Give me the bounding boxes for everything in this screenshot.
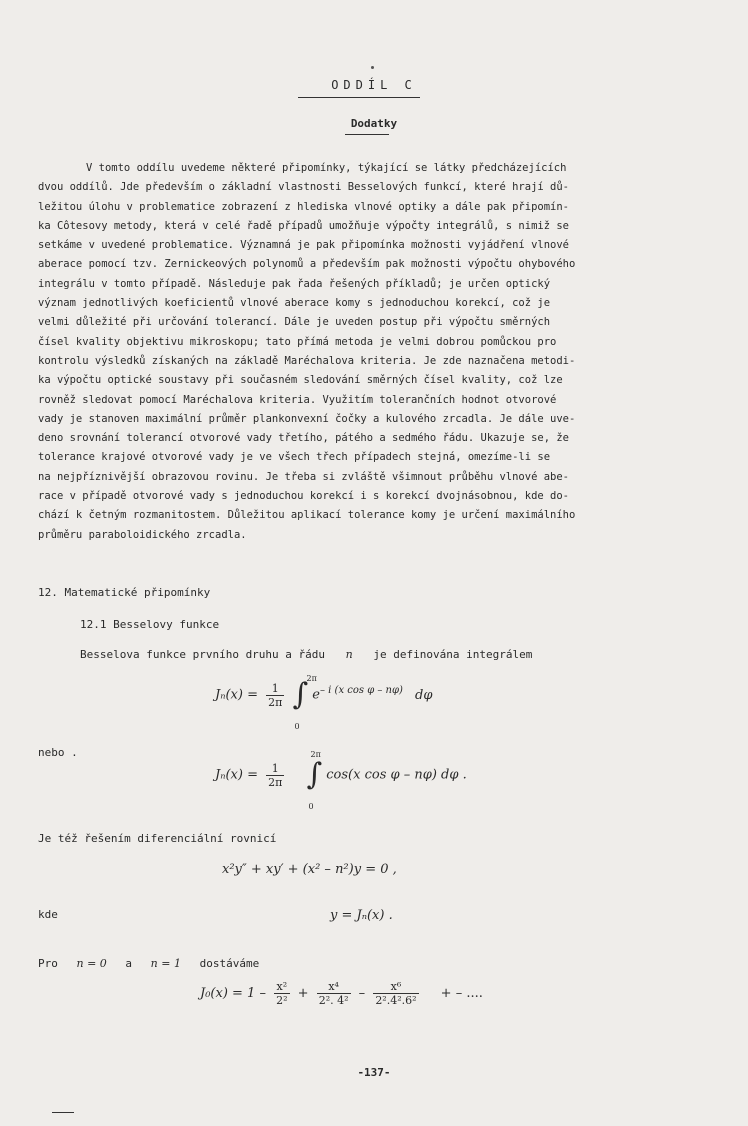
eq5-term1 <box>274 980 289 1007</box>
definition-sentence <box>80 648 532 661</box>
eq5-lhs: J₀(x) = 1 – <box>200 986 266 1001</box>
eq1-lower-limit: 0 <box>294 722 300 731</box>
eq2-fraction <box>266 762 284 789</box>
term1-denominator: 2² <box>276 994 288 1007</box>
text-line: velmi důležité při určování tolerancí. Dále je uveden postup při výpočtu směrných <box>38 316 551 329</box>
subtitle-underline <box>345 134 389 135</box>
eq1-differential: dφ <box>415 687 433 703</box>
eq1-integrand: e <box>312 687 320 703</box>
text-line: průměru paraboloidického zrcadla. <box>38 528 247 541</box>
text-line: deno srovnání tolerancí otvorové vady třetího, pátého a sedmého řádu. Ukazuje se, že <box>38 432 570 445</box>
margin-dash <box>52 1112 74 1113</box>
text-line: aberace pomocí tzv. Zernickeových polynomů a především pak možnosti výpočtu ohybového <box>38 258 576 271</box>
eq5-tail: + – .... <box>440 986 483 1001</box>
definition-end: je definována integrálem <box>373 648 533 661</box>
integral-sign: ∫ <box>306 757 323 792</box>
text-line: integrálu v tomto případě. Následuje pak řada řešených příkladů; je určen optický <box>38 277 551 290</box>
bessel-integral-cosine <box>215 750 467 811</box>
text-line: tolerance krajové otvorové vady je ve všech třech případech stejná, omezíme-li se <box>38 451 551 464</box>
term3-numerator: x⁶ <box>373 980 418 994</box>
text-line: dvou oddílů. Jde především o základní vlastnosti Besselových funkcí, které hrají dů- <box>38 181 570 194</box>
eq1-integral <box>292 674 317 731</box>
integral-sign: ∫ <box>292 677 309 712</box>
section-title: ODDÍL C <box>331 78 417 92</box>
bessel-j0-series <box>200 980 483 1030</box>
text-line: ka Côtesovy metody, která v celé řadě případů umožňuje výpočty integrálů, s nimiž se <box>38 219 570 232</box>
eq1-fraction <box>266 682 284 709</box>
definition-text: Besselova funkce prvního druhu a řádu <box>80 648 326 661</box>
kde-word: kde <box>38 908 58 921</box>
eq5-term3 <box>373 980 418 1007</box>
text-line: na nejpříznivější obrazovou rovinu. Je třeba si zvláště všimnout průběhu vlnové abe- <box>38 470 570 483</box>
text-line: čísel kvality objektivu mikroskopu; tato přímá metoda je velmi dobrou pomůckou pro <box>38 335 557 348</box>
eq1-exponent: – i (x cos φ – nφ) <box>319 685 403 697</box>
n-one: n = 1 <box>150 957 181 970</box>
title-underline <box>298 97 420 98</box>
bessel-ode: x²y″ + xy′ + (x² – n²)y = 0 , <box>222 862 397 877</box>
n-zero: n = 0 <box>76 957 107 970</box>
text-line: race v případě otvorové vady s jednoduchou korekcí i s korekcí dvojnásobnou, kde do- <box>38 490 570 503</box>
eq5-plus: + <box>297 986 309 1001</box>
text-line: význam jednotlivých koeficientů vlnové aberace komy s jednoduchou korekcí, což je <box>38 297 551 310</box>
definition-variable: n <box>345 648 353 661</box>
intro-paragraph <box>38 159 698 545</box>
page-number: -137- <box>357 1066 391 1079</box>
ink-dot <box>371 66 374 69</box>
eq2-lower-limit: 0 <box>308 802 314 811</box>
eq2-numerator: 1 <box>266 762 284 776</box>
subsection-heading: 12.1 Besselovy funkce <box>80 618 220 631</box>
pro-and: a <box>125 957 133 970</box>
text-line: chází k četným rozmanitostem. Důležitou aplikací tolerance komy je určení maximálního <box>38 509 576 522</box>
term3-denominator: 2².4².6² <box>375 994 417 1007</box>
connector-word: nebo . <box>38 746 78 759</box>
text-line: vady je stanoven maximální průměr plankonvexní čočky a kulového zrcadla. Je dále uve- <box>38 412 576 425</box>
text-line: V tomto oddílu uvedeme některé připomínky, týkající se látky předcházejících <box>86 162 567 174</box>
term2-denominator: 2². 4² <box>318 994 349 1007</box>
ode-intro: Je též řešením diferenciální rovnicí <box>38 832 277 845</box>
bessel-integral-exponential <box>215 674 433 731</box>
term1-numerator: x² <box>274 980 289 994</box>
text-line: rovněž sledovat pomocí Maréchalova kriteria. Využitím tolerančních hodnot otvorové <box>38 393 557 406</box>
pro-line <box>38 957 259 970</box>
eq1-denominator: 2π <box>268 695 283 709</box>
eq5-term2 <box>317 980 351 1007</box>
pro-suffix: dostáváme <box>199 957 260 970</box>
text-line: ležitou úlohu v problematice zobrazení z hlediska vlnové optiky a dále pak připomín- <box>38 200 570 213</box>
eq5-minus: – <box>358 986 366 1001</box>
section-subtitle: Dodatky <box>350 117 398 130</box>
text-line: setkáme v uvedené problematice. Významná je pak připomínka možnosti vyjádření vlnové <box>38 239 570 252</box>
solution-equation: y = Jₙ(x) . <box>330 908 393 923</box>
eq2-integrand: cos(x cos φ – nφ) dφ . <box>326 767 467 783</box>
eq2-lhs: Jₙ(x) = <box>215 767 258 783</box>
eq1-numerator: 1 <box>266 682 284 696</box>
eq1-lhs: Jₙ(x) = <box>215 687 258 703</box>
pro-prefix: Pro <box>38 957 58 970</box>
eq1-upper-limit: 2π <box>306 674 317 683</box>
text-line: kontrolu výsledků získaných na základě Maréchalova kriteria. Je zde naznačena metodi- <box>38 354 576 367</box>
eq2-denominator: 2π <box>268 775 283 789</box>
eq2-upper-limit: 2π <box>310 750 321 759</box>
text-line: ka výpočtu optické soustavy při současném sledování směrných čísel kvality, což lze <box>38 374 563 387</box>
eq2-integral <box>306 750 323 811</box>
section-heading: 12. Matematické připomínky <box>38 586 211 599</box>
term2-numerator: x⁴ <box>317 980 351 994</box>
